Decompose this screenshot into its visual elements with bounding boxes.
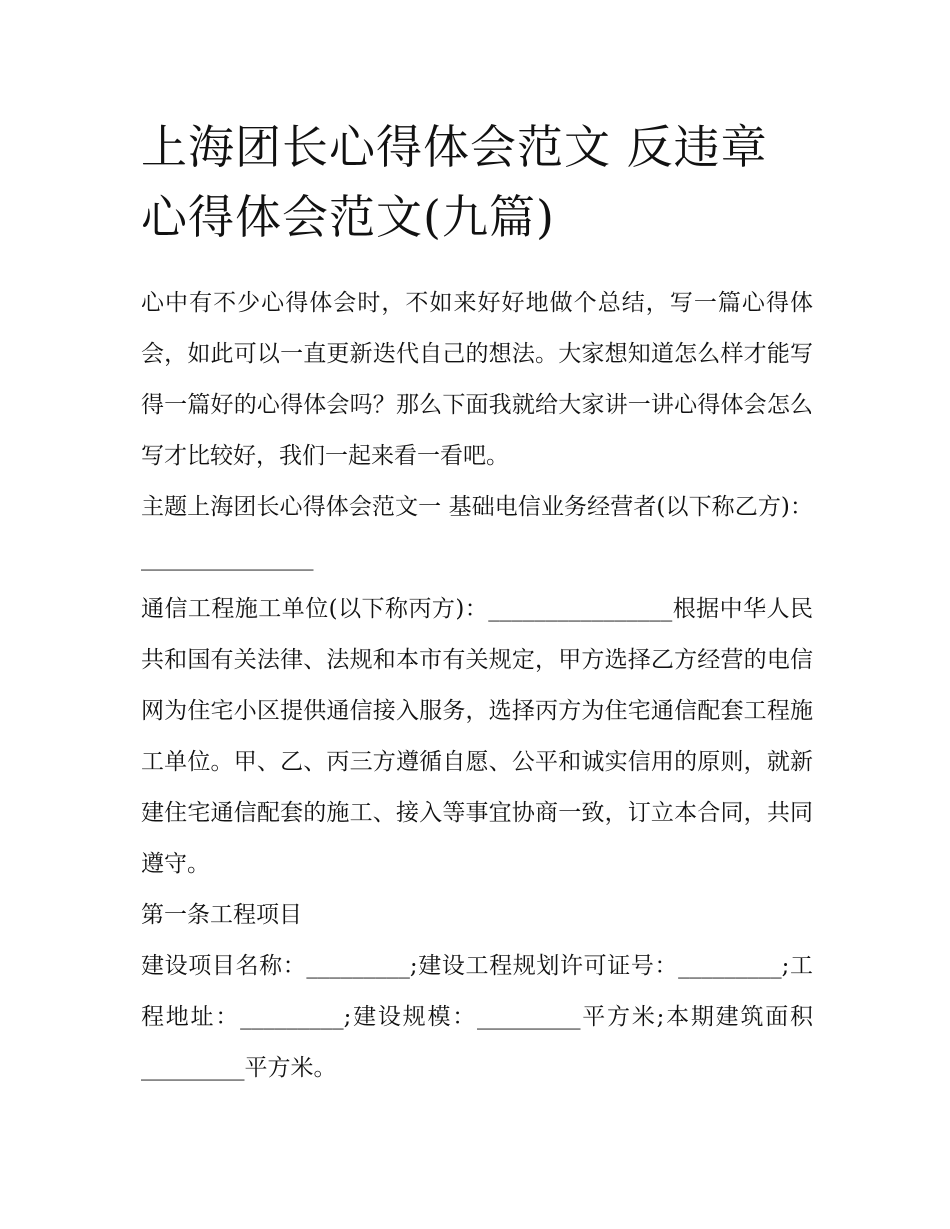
document-title: 上海团长心得体会范文 反违章心得体会范文(九篇)	[141, 120, 768, 244]
paragraph-intro: 心中有不少心得体会时，不如来好好地做个总结，写一篇心得体会，如此可以一直更新迭代自己的想法。大家想知道怎么样才能写得一篇好的心得体会吗？那么下面我就给大家讲一讲心得体会怎么写才比较好，我们一起来看一看吧。	[141, 290, 813, 469]
paragraph-party-c: 通信工程施工单位(以下称丙方)：________________根据中华人民共和国有关法律、法规和本市有关规定，甲方选择乙方经营的电信网为住宅小区提供通信接入服务，选择丙方为住宅通信配套工程施工单位。甲、乙、丙三方遵循自愿、公平和诚实信用的原则，就新建住宅通信配套的施工、接入等事宜协商一致，订立本合同，共同遵守。	[141, 596, 813, 877]
paragraph-party-b: 主题上海团长心得体会范文一 基础电信业务经营者(以下称乙方)：_______________	[141, 494, 813, 571]
paragraph-project-details: 建设项目名称：_________;建设工程规划许可证号：_________;工程地址：_________;建设规模：_________平方米;本期建筑面积_________平方米。	[141, 953, 813, 1081]
document-body	[141, 112, 813, 1094]
section-heading-article-1: 第一条工程项目	[141, 902, 302, 928]
